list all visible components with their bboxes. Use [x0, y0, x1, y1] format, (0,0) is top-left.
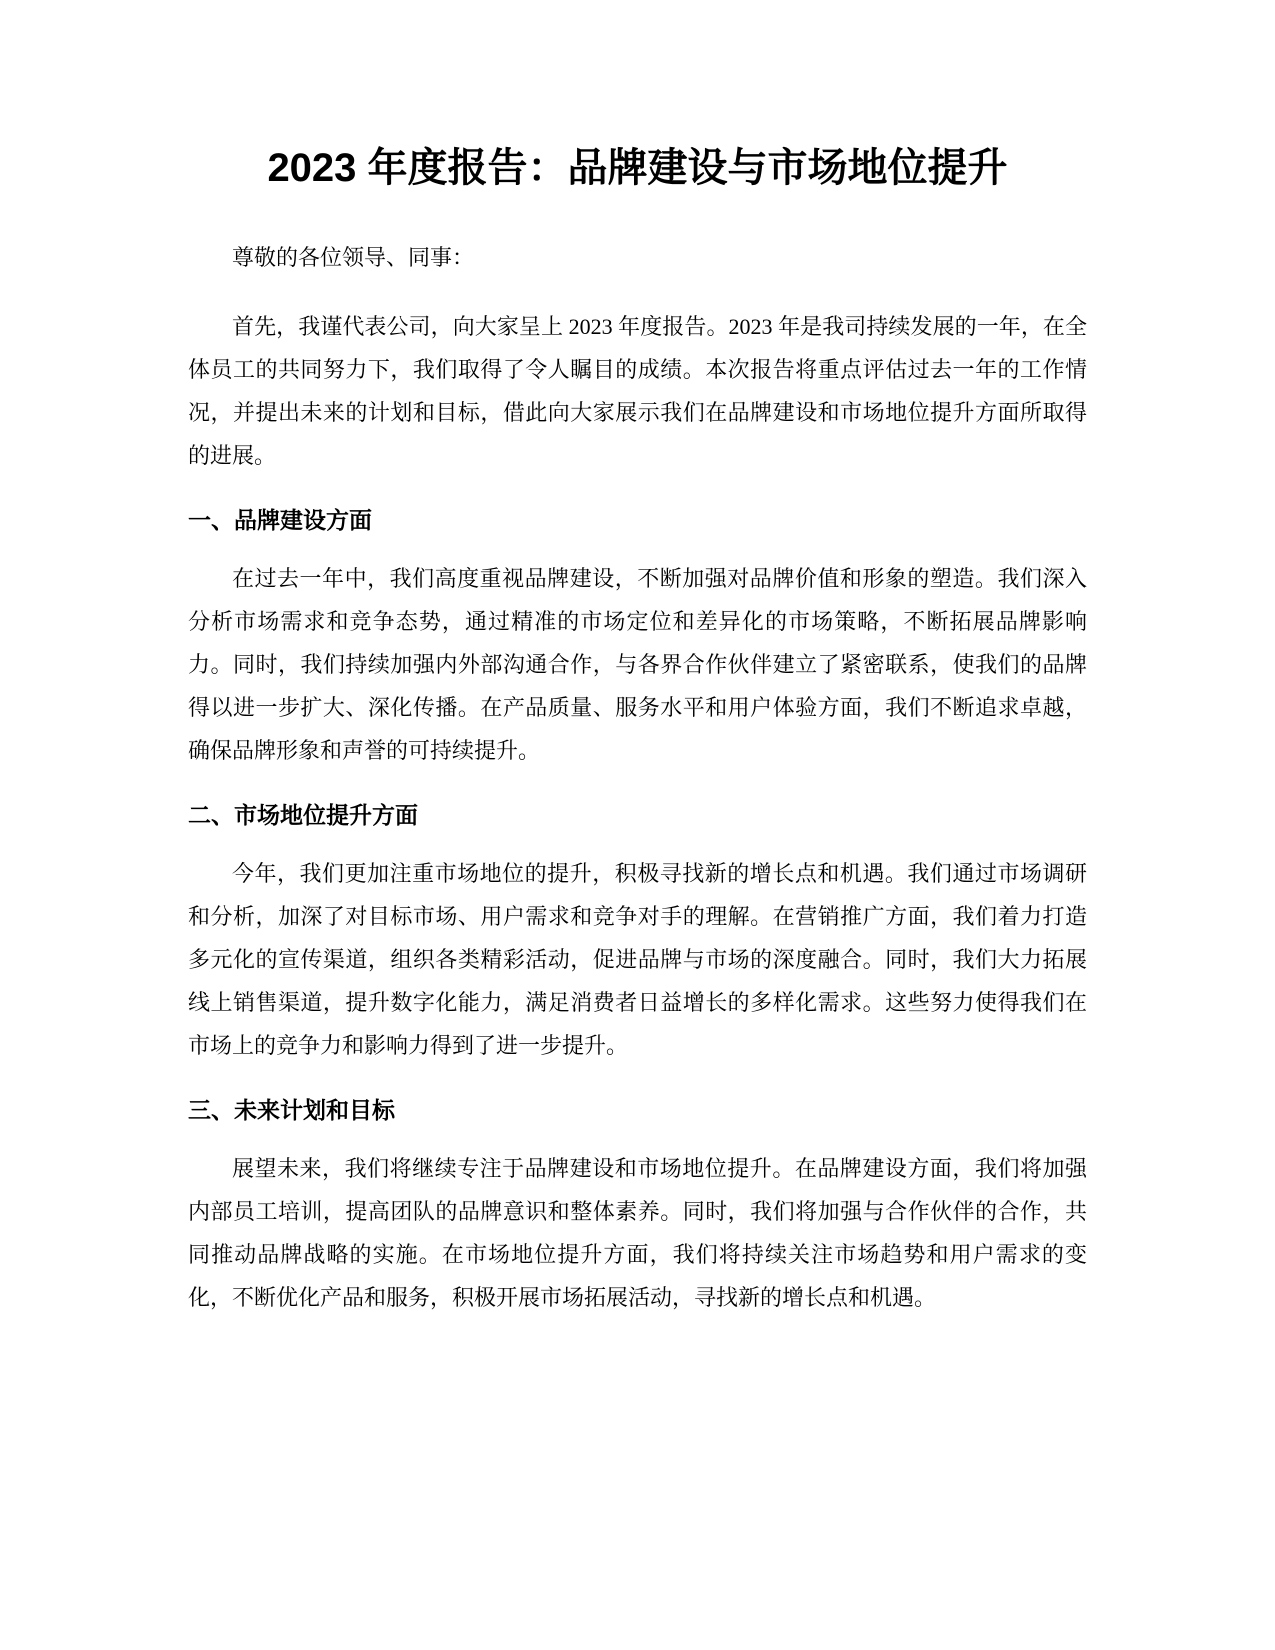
greeting-paragraph: 尊敬的各位领导、同事： — [232, 245, 475, 270]
intro-paragraph: 首先，我谨代表公司，向大家呈上 2023 年度报告。2023 年是我司持续发展的一年，在全体员工的共同努力下，我们取得了令人瞩目的成绩。本次报告将重点评估过去一年的工作情况，并提出未来的计划和目标，借此向大家展示我们在品牌建设和市场地位提升方面所取得的进展。 — [188, 314, 1087, 468]
document-title: 2023 年度报告：品牌建设与市场地位提升 — [267, 146, 1008, 190]
section-future-plans — [188, 1093, 1087, 1319]
section-body-future-plans: 展望未来，我们将继续专注于品牌建设和市场地位提升。在品牌建设方面，我们将加强内部员工培训，提高团队的品牌意识和整体素养。同时，我们将加强与合作伙伴的合作，共同推动品牌战略的实施。在市场地位提升方面，我们将持续关注市场趋势和用户需求的变化，不断优化产品和服务，积极开展市场拓展活动，寻找新的增长点和机遇。 — [188, 1156, 1087, 1310]
section-heading-brand-building: 一、品牌建设方面 — [188, 507, 372, 533]
section-body-market-position: 今年，我们更加注重市场地位的提升，积极寻找新的增长点和机遇。我们通过市场调研和分析，加深了对目标市场、用户需求和竞争对手的理解。在营销推广方面，我们着力打造多元化的宣传渠道，组织各类精彩活动，促进品牌与市场的深度融合。同时，我们大力拓展线上销售渠道，提升数字化能力，满足消费者日益增长的多样化需求。这些努力使得我们在市场上的竞争力和影响力得到了进一步提升。 — [188, 861, 1087, 1058]
section-body-brand-building: 在过去一年中，我们高度重视品牌建设，不断加强对品牌价值和形象的塑造。我们深入分析市场需求和竞争态势，通过精准的市场定位和差异化的市场策略，不断拓展品牌影响力。同时，我们持续加强内外部沟通合作，与各界合作伙伴建立了紧密联系，使我们的品牌得以进一步扩大、深化传播。在产品质量、服务水平和用户体验方面，我们不断追求卓越，确保品牌形象和声誉的可持续提升。 — [188, 566, 1087, 763]
section-brand-building — [188, 503, 1087, 772]
section-heading-market-position: 二、市场地位提升方面 — [188, 802, 418, 828]
section-market-position — [188, 798, 1087, 1067]
section-heading-future-plans: 三、未来计划和目标 — [188, 1097, 395, 1123]
